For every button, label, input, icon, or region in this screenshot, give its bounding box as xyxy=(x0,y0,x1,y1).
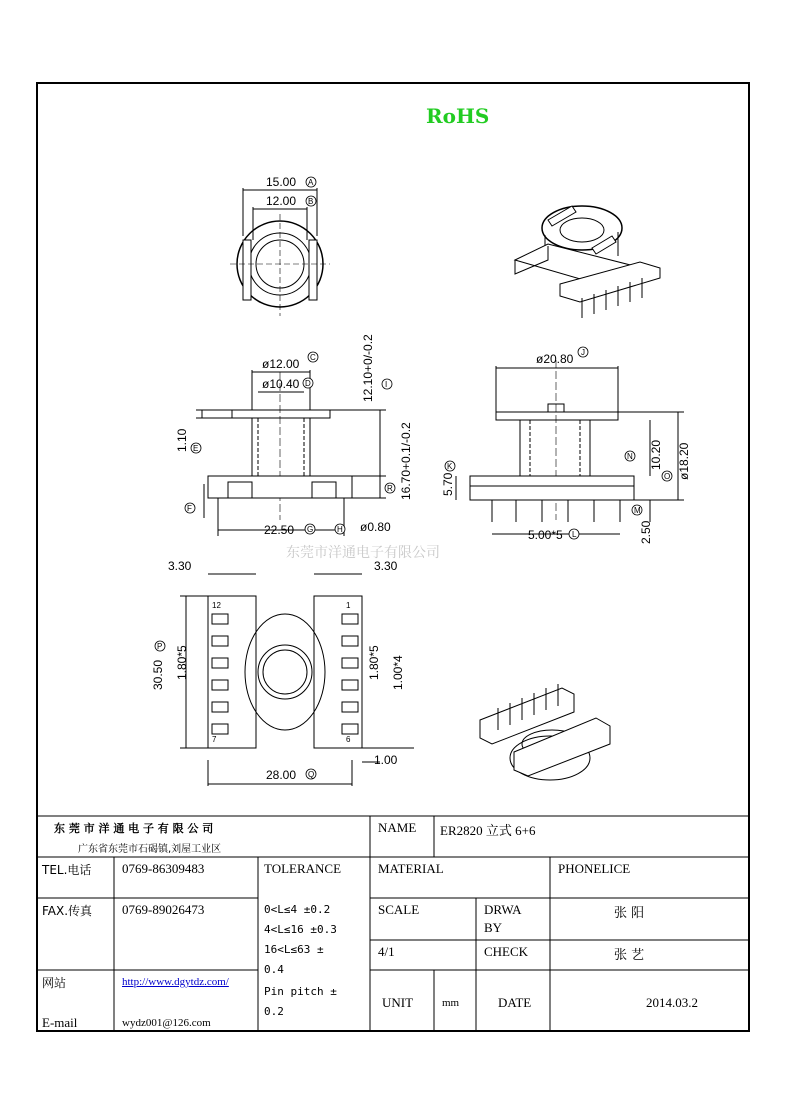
callout-h: H xyxy=(337,525,343,534)
name-label: NAME xyxy=(378,820,417,835)
isometric-view-bottom xyxy=(480,684,610,780)
name-value: ER2820 立式 6+6 xyxy=(440,823,536,838)
callout-g: G xyxy=(307,525,314,534)
drawn-value: 张 阳 xyxy=(614,906,645,921)
dim-e-text: 1.10 xyxy=(175,428,189,452)
tolerance-line-3: 16<L≤63 ± xyxy=(264,943,324,956)
scale-label: SCALE xyxy=(378,902,420,917)
pin-6-label: 6 xyxy=(346,735,351,744)
dim-g-text: 22.50 xyxy=(264,523,295,537)
dim-pin-text: 1.00*4 xyxy=(391,655,405,690)
dim-i-text: 12.10+0/-0.2 xyxy=(361,334,375,402)
scale-value: 4/1 xyxy=(378,944,395,959)
company-address: 广东省东莞市石碣镇,刘屋工业区 xyxy=(78,844,222,855)
check-label: CHECK xyxy=(484,944,529,959)
dim-right-pitch-text: 1.80*5 xyxy=(367,645,381,680)
callout-m: M xyxy=(634,506,641,515)
dim-d-text: ø10.40 xyxy=(262,377,300,391)
tolerance-label: TOLERANCE xyxy=(264,861,342,876)
callout-q: Q xyxy=(308,770,315,779)
dim-w-right-text: 3.30 xyxy=(374,559,398,573)
website-link[interactable]: http://www.dgytdz.com/ xyxy=(122,976,229,988)
dim-o-text: ø18.20 xyxy=(677,442,691,480)
tel-label: TEL.电话 xyxy=(42,863,92,877)
dim-n-text: 10.20 xyxy=(649,439,663,470)
tolerance-line-2: 4<L≤16 ±0.3 xyxy=(264,923,337,936)
dim-q-text: 28.00 xyxy=(266,768,297,782)
pin-1-label: 1 xyxy=(346,601,351,610)
dim-k-text: 5.70 xyxy=(441,472,455,496)
date-label: DATE xyxy=(498,995,532,1010)
check-value: 张 艺 xyxy=(614,948,645,963)
callout-p: P xyxy=(157,642,163,651)
drawn-label: DRWA xyxy=(484,902,522,917)
callout-j: J xyxy=(581,348,585,357)
dim-m-text: 2.50 xyxy=(639,520,653,544)
email-value: wydz001@126.com xyxy=(122,1017,211,1029)
callout-k: K xyxy=(447,462,453,471)
dim-a-text: 15.00 xyxy=(266,175,297,189)
dim-w-left-text: 3.30 xyxy=(168,559,192,573)
date-value: 2014.03.2 xyxy=(646,995,698,1010)
dim-side-dia-text: ø20.80 xyxy=(536,352,574,366)
tolerance-line-1: 0<L≤4 ±0.2 xyxy=(264,903,331,916)
isometric-view-top xyxy=(515,206,660,318)
unit-value: mm xyxy=(442,997,460,1009)
dim-c-text: ø12.00 xyxy=(262,357,300,371)
dim-r-text: 1.00 xyxy=(374,753,398,767)
front-view xyxy=(196,370,386,536)
tel-value: 0769-86309483 xyxy=(122,861,205,876)
email-label: E-mail xyxy=(42,1015,78,1030)
dim-j-text: 16.70+0.1/-0.2 xyxy=(399,422,413,500)
callout-i: I xyxy=(385,380,388,389)
callout-o: O xyxy=(664,472,671,481)
material-label: MATERIAL xyxy=(378,861,444,876)
tolerance-line-3b: 0.4 xyxy=(264,963,284,976)
pin-7-label: 7 xyxy=(212,735,217,744)
unit-label: UNIT xyxy=(382,995,414,1010)
pin-12-label: 12 xyxy=(212,601,221,610)
callout-c: C xyxy=(310,353,316,362)
callout-f: F xyxy=(187,504,192,513)
fax-value: 0769-89026473 xyxy=(122,902,205,917)
drawn-label-2: BY xyxy=(484,920,503,935)
callout-d: D xyxy=(305,379,311,388)
tolerance-line-4b: 0.2 xyxy=(264,1005,284,1018)
callout-e: E xyxy=(193,444,199,453)
web-label: 网站 xyxy=(42,976,67,990)
callout-r: R xyxy=(387,484,393,493)
callout-b: B xyxy=(308,197,314,206)
dim-h-text: ø0.80 xyxy=(360,520,391,534)
callout-l: L xyxy=(572,530,577,539)
dim-b-text: 12.00 xyxy=(266,194,297,208)
company-name: 东 莞 市 洋 通 电 子 有 限 公 司 xyxy=(54,822,214,835)
dim-l-text: 5.00*5 xyxy=(528,528,563,542)
rohs-label: RoHS xyxy=(426,104,490,128)
dim-p-text: 30.50 xyxy=(151,659,165,690)
dim-left-pitch-text: 1.80*5 xyxy=(175,645,189,680)
material-value: PHONELICE xyxy=(558,861,631,876)
fax-label: FAX.传真 xyxy=(42,904,93,918)
callout-n: N xyxy=(627,452,633,461)
watermark-text: 东莞市洋通电子有限公司 xyxy=(286,545,440,561)
tolerance-line-4: Pin pitch ± xyxy=(264,985,337,998)
callout-a: A xyxy=(308,178,314,187)
